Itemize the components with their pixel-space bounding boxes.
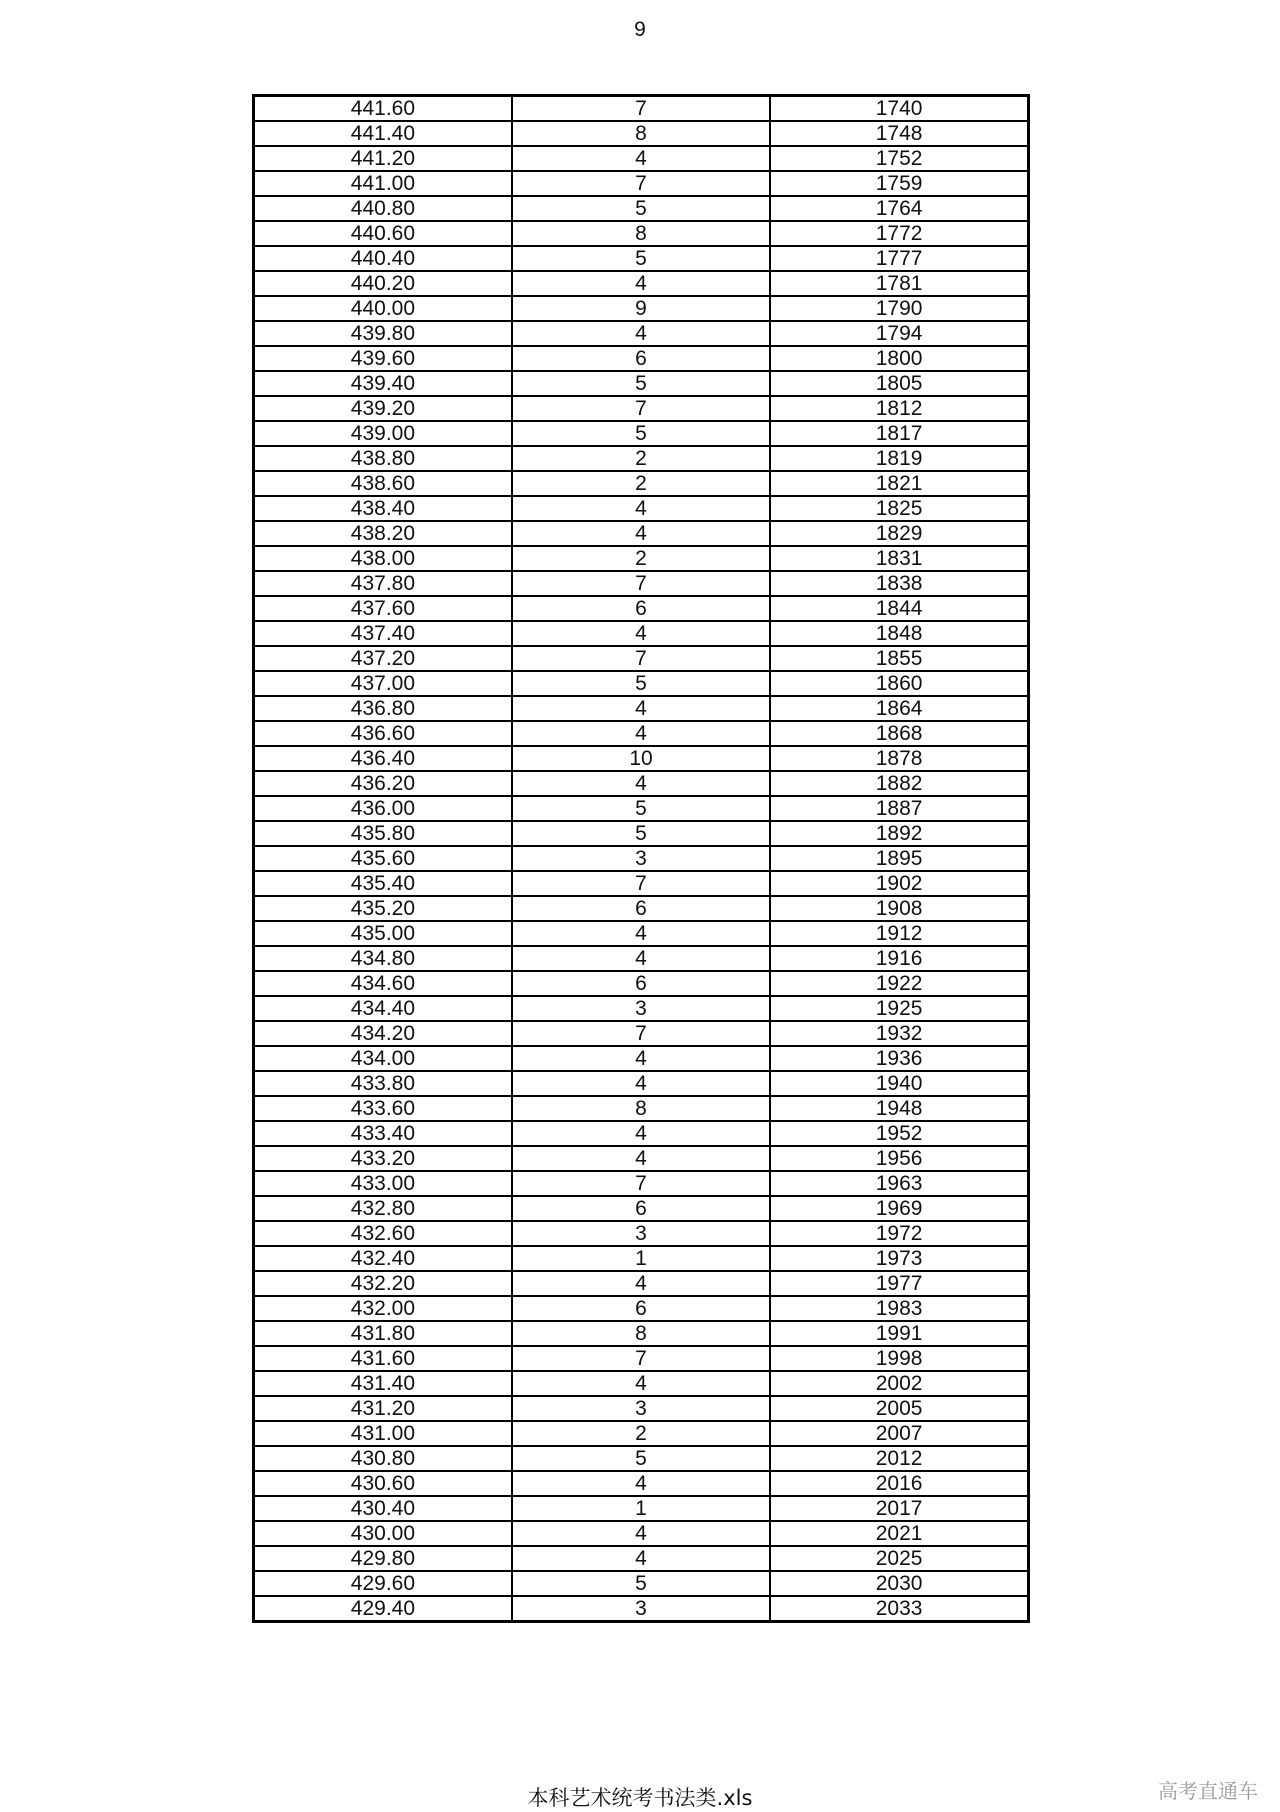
cumulative-cell: 1895 (770, 846, 1028, 871)
count-cell: 5 (512, 196, 770, 221)
score-cell: 431.60 (254, 1346, 512, 1371)
count-cell: 4 (512, 771, 770, 796)
score-table-body (254, 96, 1029, 1622)
table-row (254, 496, 1029, 521)
score-cell: 434.00 (254, 1046, 512, 1071)
score-cell: 436.20 (254, 771, 512, 796)
count-cell: 3 (512, 1596, 770, 1622)
count-cell: 3 (512, 846, 770, 871)
table-row (254, 1321, 1029, 1346)
score-cell: 429.80 (254, 1546, 512, 1571)
count-cell: 1 (512, 1246, 770, 1271)
count-cell: 6 (512, 971, 770, 996)
table-row (254, 696, 1029, 721)
cumulative-cell: 1752 (770, 146, 1028, 171)
table-row (254, 1121, 1029, 1146)
score-cell: 436.60 (254, 721, 512, 746)
count-cell: 3 (512, 1396, 770, 1421)
table-row (254, 671, 1029, 696)
count-cell: 3 (512, 996, 770, 1021)
table-row (254, 796, 1029, 821)
score-cell: 434.40 (254, 996, 512, 1021)
score-cell: 435.60 (254, 846, 512, 871)
table-row (254, 1446, 1029, 1471)
count-cell: 4 (512, 921, 770, 946)
table-row (254, 1271, 1029, 1296)
cumulative-cell: 1902 (770, 871, 1028, 896)
count-cell: 4 (512, 146, 770, 171)
count-cell: 7 (512, 871, 770, 896)
count-cell: 4 (512, 1371, 770, 1396)
table-row (254, 621, 1029, 646)
table-row (254, 1421, 1029, 1446)
score-cell: 441.60 (254, 96, 512, 122)
count-cell: 7 (512, 1346, 770, 1371)
count-cell: 4 (512, 1146, 770, 1171)
table-row (254, 371, 1029, 396)
count-cell: 4 (512, 1271, 770, 1296)
count-cell: 4 (512, 1471, 770, 1496)
table-row (254, 946, 1029, 971)
score-cell: 433.20 (254, 1146, 512, 1171)
score-table-container (252, 94, 1030, 1623)
table-row (254, 646, 1029, 671)
count-cell: 2 (512, 546, 770, 571)
table-row (254, 1596, 1029, 1622)
cumulative-cell: 1983 (770, 1296, 1028, 1321)
score-cell: 435.80 (254, 821, 512, 846)
score-cell: 438.80 (254, 446, 512, 471)
count-cell: 9 (512, 296, 770, 321)
cumulative-cell: 2017 (770, 1496, 1028, 1521)
count-cell: 5 (512, 1571, 770, 1596)
cumulative-cell: 1764 (770, 196, 1028, 221)
count-cell: 7 (512, 1171, 770, 1196)
count-cell: 7 (512, 1021, 770, 1046)
table-row (254, 596, 1029, 621)
cumulative-cell: 1844 (770, 596, 1028, 621)
score-cell: 436.40 (254, 746, 512, 771)
count-cell: 5 (512, 821, 770, 846)
table-row (254, 121, 1029, 146)
cumulative-cell: 1848 (770, 621, 1028, 646)
cumulative-cell: 1977 (770, 1271, 1028, 1296)
cumulative-cell: 2007 (770, 1421, 1028, 1446)
score-cell: 440.80 (254, 196, 512, 221)
table-row (254, 821, 1029, 846)
score-cell: 439.80 (254, 321, 512, 346)
count-cell: 8 (512, 121, 770, 146)
score-cell: 429.60 (254, 1571, 512, 1596)
table-row (254, 1021, 1029, 1046)
count-cell: 7 (512, 171, 770, 196)
table-row (254, 996, 1029, 1021)
table-row (254, 196, 1029, 221)
table-row (254, 221, 1029, 246)
count-cell: 2 (512, 1421, 770, 1446)
score-cell: 433.40 (254, 1121, 512, 1146)
cumulative-cell: 1973 (770, 1246, 1028, 1271)
count-cell: 4 (512, 721, 770, 746)
count-cell: 1 (512, 1496, 770, 1521)
count-cell: 4 (512, 1546, 770, 1571)
table-row (254, 1171, 1029, 1196)
table-row (254, 1146, 1029, 1171)
table-row (254, 1221, 1029, 1246)
count-cell: 7 (512, 396, 770, 421)
score-cell: 438.00 (254, 546, 512, 571)
table-row (254, 321, 1029, 346)
score-cell: 437.60 (254, 596, 512, 621)
cumulative-cell: 1991 (770, 1321, 1028, 1346)
table-row (254, 721, 1029, 746)
cumulative-cell: 1817 (770, 421, 1028, 446)
count-cell: 5 (512, 371, 770, 396)
count-cell: 8 (512, 1096, 770, 1121)
cumulative-cell: 1812 (770, 396, 1028, 421)
cumulative-cell: 2021 (770, 1521, 1028, 1546)
score-cell: 430.60 (254, 1471, 512, 1496)
score-cell: 433.60 (254, 1096, 512, 1121)
table-row (254, 96, 1029, 122)
cumulative-cell: 1864 (770, 696, 1028, 721)
score-cell: 440.00 (254, 296, 512, 321)
score-cell: 433.80 (254, 1071, 512, 1096)
table-row (254, 896, 1029, 921)
score-cell: 437.00 (254, 671, 512, 696)
cumulative-cell: 1969 (770, 1196, 1028, 1221)
score-cell: 430.00 (254, 1521, 512, 1546)
cumulative-cell: 1777 (770, 246, 1028, 271)
cumulative-cell: 1878 (770, 746, 1028, 771)
score-cell: 431.80 (254, 1321, 512, 1346)
score-cell: 435.40 (254, 871, 512, 896)
count-cell: 4 (512, 321, 770, 346)
table-row (254, 271, 1029, 296)
table-row (254, 1496, 1029, 1521)
count-cell: 5 (512, 1446, 770, 1471)
score-cell: 432.20 (254, 1271, 512, 1296)
count-cell: 7 (512, 96, 770, 122)
score-cell: 439.20 (254, 396, 512, 421)
cumulative-cell: 1892 (770, 821, 1028, 846)
score-cell: 432.60 (254, 1221, 512, 1246)
table-row (254, 1571, 1029, 1596)
table-row (254, 346, 1029, 371)
score-cell: 431.00 (254, 1421, 512, 1446)
cumulative-cell: 1972 (770, 1221, 1028, 1246)
table-row (254, 1096, 1029, 1121)
count-cell: 8 (512, 1321, 770, 1346)
table-row (254, 296, 1029, 321)
table-row (254, 446, 1029, 471)
count-cell: 5 (512, 796, 770, 821)
table-row (254, 546, 1029, 571)
count-cell: 5 (512, 671, 770, 696)
cumulative-cell: 1855 (770, 646, 1028, 671)
table-row (254, 1346, 1029, 1371)
cumulative-cell: 2016 (770, 1471, 1028, 1496)
cumulative-cell: 1794 (770, 321, 1028, 346)
score-table (252, 94, 1030, 1623)
cumulative-cell: 1819 (770, 446, 1028, 471)
score-cell: 436.00 (254, 796, 512, 821)
table-row (254, 1196, 1029, 1221)
table-row (254, 1246, 1029, 1271)
cumulative-cell: 1740 (770, 96, 1028, 122)
count-cell: 4 (512, 1046, 770, 1071)
cumulative-cell: 1800 (770, 346, 1028, 371)
cumulative-cell: 1821 (770, 471, 1028, 496)
score-cell: 429.40 (254, 1596, 512, 1622)
count-cell: 4 (512, 496, 770, 521)
cumulative-cell: 1790 (770, 296, 1028, 321)
table-row (254, 771, 1029, 796)
cumulative-cell: 1952 (770, 1121, 1028, 1146)
footer-filename: 本科艺术统考书法类.xls (527, 1786, 753, 1810)
table-row (254, 521, 1029, 546)
score-cell: 433.00 (254, 1171, 512, 1196)
table-row (254, 1546, 1029, 1571)
count-cell: 10 (512, 746, 770, 771)
count-cell: 2 (512, 471, 770, 496)
count-cell: 4 (512, 1071, 770, 1096)
cumulative-cell: 1956 (770, 1146, 1028, 1171)
count-cell: 4 (512, 1521, 770, 1546)
score-cell: 438.60 (254, 471, 512, 496)
count-cell: 6 (512, 596, 770, 621)
cumulative-cell: 1805 (770, 371, 1028, 396)
watermark: 高考直通车 (1158, 1779, 1258, 1803)
score-cell: 436.80 (254, 696, 512, 721)
cumulative-cell: 2025 (770, 1546, 1028, 1571)
cumulative-cell: 1925 (770, 996, 1028, 1021)
table-row (254, 471, 1029, 496)
score-cell: 431.20 (254, 1396, 512, 1421)
cumulative-cell: 1831 (770, 546, 1028, 571)
table-row (254, 746, 1029, 771)
table-row (254, 146, 1029, 171)
cumulative-cell: 1908 (770, 896, 1028, 921)
table-row (254, 1071, 1029, 1096)
score-cell: 439.00 (254, 421, 512, 446)
count-cell: 7 (512, 571, 770, 596)
score-cell: 439.40 (254, 371, 512, 396)
cumulative-cell: 2012 (770, 1446, 1028, 1471)
count-cell: 4 (512, 621, 770, 646)
cumulative-cell: 1781 (770, 271, 1028, 296)
count-cell: 4 (512, 946, 770, 971)
score-cell: 434.20 (254, 1021, 512, 1046)
cumulative-cell: 1932 (770, 1021, 1028, 1046)
count-cell: 4 (512, 696, 770, 721)
cumulative-cell: 1860 (770, 671, 1028, 696)
score-cell: 438.20 (254, 521, 512, 546)
table-row (254, 971, 1029, 996)
score-cell: 435.20 (254, 896, 512, 921)
score-cell: 439.60 (254, 346, 512, 371)
cumulative-cell: 1748 (770, 121, 1028, 146)
score-cell: 437.80 (254, 571, 512, 596)
cumulative-cell: 2030 (770, 1571, 1028, 1596)
table-row (254, 1396, 1029, 1421)
count-cell: 2 (512, 446, 770, 471)
cumulative-cell: 1759 (770, 171, 1028, 196)
table-row (254, 871, 1029, 896)
cumulative-cell: 2005 (770, 1396, 1028, 1421)
count-cell: 6 (512, 896, 770, 921)
cumulative-cell: 1829 (770, 521, 1028, 546)
score-cell: 440.40 (254, 246, 512, 271)
score-cell: 440.20 (254, 271, 512, 296)
cumulative-cell: 1882 (770, 771, 1028, 796)
table-row (254, 1521, 1029, 1546)
table-row (254, 571, 1029, 596)
score-cell: 430.40 (254, 1496, 512, 1521)
score-cell: 432.00 (254, 1296, 512, 1321)
count-cell: 7 (512, 646, 770, 671)
cumulative-cell: 1838 (770, 571, 1028, 596)
count-cell: 4 (512, 521, 770, 546)
cumulative-cell: 1912 (770, 921, 1028, 946)
table-row (254, 396, 1029, 421)
cumulative-cell: 2033 (770, 1596, 1028, 1622)
cumulative-cell: 1772 (770, 221, 1028, 246)
score-cell: 435.00 (254, 921, 512, 946)
cumulative-cell: 1963 (770, 1171, 1028, 1196)
score-cell: 430.80 (254, 1446, 512, 1471)
count-cell: 8 (512, 221, 770, 246)
table-row (254, 1471, 1029, 1496)
table-row (254, 846, 1029, 871)
cumulative-cell: 1916 (770, 946, 1028, 971)
count-cell: 6 (512, 346, 770, 371)
score-cell: 434.60 (254, 971, 512, 996)
score-cell: 437.20 (254, 646, 512, 671)
cumulative-cell: 1825 (770, 496, 1028, 521)
count-cell: 6 (512, 1196, 770, 1221)
score-cell: 440.60 (254, 221, 512, 246)
table-row (254, 171, 1029, 196)
cumulative-cell: 1936 (770, 1046, 1028, 1071)
score-cell: 441.40 (254, 121, 512, 146)
score-cell: 434.80 (254, 946, 512, 971)
table-row (254, 1296, 1029, 1321)
table-row (254, 1046, 1029, 1071)
cumulative-cell: 1948 (770, 1096, 1028, 1121)
cumulative-cell: 1940 (770, 1071, 1028, 1096)
score-cell: 431.40 (254, 1371, 512, 1396)
count-cell: 5 (512, 421, 770, 446)
table-row (254, 921, 1029, 946)
cumulative-cell: 2002 (770, 1371, 1028, 1396)
page-number: 9 (634, 18, 646, 41)
cumulative-cell: 1998 (770, 1346, 1028, 1371)
table-row (254, 421, 1029, 446)
score-cell: 441.20 (254, 146, 512, 171)
cumulative-cell: 1887 (770, 796, 1028, 821)
count-cell: 5 (512, 246, 770, 271)
cumulative-cell: 1922 (770, 971, 1028, 996)
score-cell: 432.80 (254, 1196, 512, 1221)
score-cell: 441.00 (254, 171, 512, 196)
score-cell: 438.40 (254, 496, 512, 521)
score-cell: 437.40 (254, 621, 512, 646)
cumulative-cell: 1868 (770, 721, 1028, 746)
score-cell: 432.40 (254, 1246, 512, 1271)
table-row (254, 246, 1029, 271)
count-cell: 4 (512, 1121, 770, 1146)
count-cell: 4 (512, 271, 770, 296)
count-cell: 3 (512, 1221, 770, 1246)
table-row (254, 1371, 1029, 1396)
count-cell: 6 (512, 1296, 770, 1321)
